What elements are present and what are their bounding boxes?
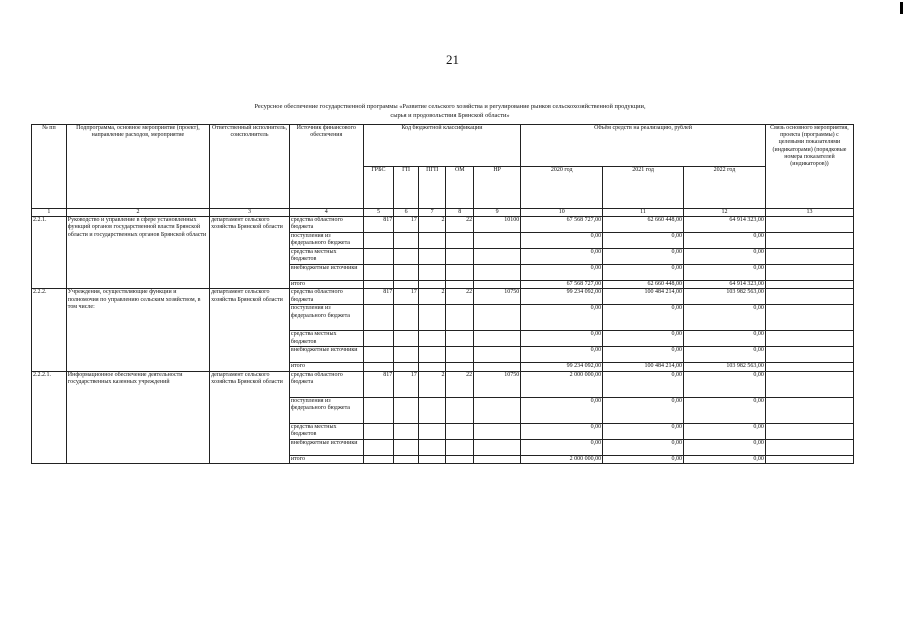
row-number: 2.2.2. bbox=[32, 289, 67, 371]
col-number: 11 bbox=[603, 209, 684, 217]
row-source: средства местных бюджетов bbox=[289, 331, 363, 347]
row-pgp bbox=[418, 455, 446, 463]
row-om: 22 bbox=[446, 217, 474, 233]
row-grbs bbox=[363, 249, 394, 265]
row-source: средства местных бюджетов bbox=[289, 423, 363, 439]
row-2022: 0,00 bbox=[683, 371, 765, 397]
row-2022: 0,00 bbox=[683, 439, 765, 455]
row-link bbox=[765, 331, 853, 347]
row-2022: 64 914 323,00 bbox=[683, 217, 765, 233]
row-source: итого bbox=[289, 363, 363, 371]
row-2021: 0,00 bbox=[603, 397, 684, 423]
table-row bbox=[32, 289, 854, 305]
row-2022: 0,00 bbox=[683, 455, 765, 463]
row-2021: 0,00 bbox=[603, 249, 684, 265]
header-2022: 2022 год bbox=[683, 167, 765, 209]
row-grbs bbox=[363, 331, 394, 347]
row-gp bbox=[394, 439, 419, 455]
row-pgp bbox=[418, 439, 446, 455]
row-2020: 67 568 727,00 bbox=[521, 281, 603, 289]
row-om bbox=[446, 249, 474, 265]
row-om bbox=[446, 281, 474, 289]
row-om bbox=[446, 439, 474, 455]
row-2021: 0,00 bbox=[603, 265, 684, 281]
column-number-row bbox=[32, 209, 854, 217]
row-2022: 0,00 bbox=[683, 423, 765, 439]
header-subprogram: Подпрограмма, основное мероприятие (проект), направление расходов, мероприятие bbox=[66, 125, 209, 209]
row-pgp bbox=[418, 363, 446, 371]
row-2021: 62 660 448,00 bbox=[603, 217, 684, 233]
row-number: 2.2.2.1. bbox=[32, 371, 67, 463]
row-grbs bbox=[363, 439, 394, 455]
row-grbs bbox=[363, 305, 394, 331]
row-source: внебюджетные источники bbox=[289, 347, 363, 363]
row-2022: 64 914 323,00 bbox=[683, 281, 765, 289]
row-gp bbox=[394, 347, 419, 363]
row-pgp bbox=[418, 233, 446, 249]
row-gp bbox=[394, 363, 419, 371]
col-number: 9 bbox=[474, 209, 521, 217]
row-om: 22 bbox=[446, 289, 474, 305]
row-responsible: департамент сельского хозяйства Брянской области bbox=[210, 217, 290, 289]
row-gp bbox=[394, 397, 419, 423]
row-om bbox=[446, 331, 474, 347]
caption-line-2: сырья и продовольствия Брянской области» bbox=[390, 111, 510, 119]
resource-table bbox=[31, 124, 854, 464]
row-2020: 67 568 727,00 bbox=[521, 217, 603, 233]
row-om bbox=[446, 233, 474, 249]
row-2021: 0,00 bbox=[603, 233, 684, 249]
col-number: 3 bbox=[210, 209, 290, 217]
row-gp: 17 bbox=[394, 371, 419, 397]
col-number: 2 bbox=[66, 209, 209, 217]
row-responsible: департамент сельского хозяйства Брянской области bbox=[210, 371, 290, 463]
row-source: внебюджетные источники bbox=[289, 439, 363, 455]
row-2020: 0,00 bbox=[521, 439, 603, 455]
row-pgp: 2 bbox=[418, 371, 446, 397]
row-ir: 10750 bbox=[474, 289, 521, 305]
row-pgp bbox=[418, 265, 446, 281]
table-row bbox=[32, 217, 854, 233]
row-om bbox=[446, 397, 474, 423]
row-grbs bbox=[363, 281, 394, 289]
col-number: 8 bbox=[446, 209, 474, 217]
row-om bbox=[446, 423, 474, 439]
row-number: 2.2.1. bbox=[32, 217, 67, 289]
row-2021: 0,00 bbox=[603, 439, 684, 455]
row-link bbox=[765, 281, 853, 289]
row-gp bbox=[394, 331, 419, 347]
row-link bbox=[765, 455, 853, 463]
row-ir bbox=[474, 423, 521, 439]
row-2022: 0,00 bbox=[683, 397, 765, 423]
caption-line-1: Ресурсное обеспечение государственной программы «Развитие сельского хозяйства и регулирование рынков сельскохозяйственной продукции, bbox=[254, 103, 646, 110]
row-source: средства областного бюджета bbox=[289, 217, 363, 233]
row-link bbox=[765, 217, 853, 233]
header-source: Источник финансового обеспечения bbox=[289, 125, 363, 209]
row-2020: 2 000 000,00 bbox=[521, 455, 603, 463]
row-grbs: 817 bbox=[363, 371, 394, 397]
row-subprogram-name: Учреждения, осуществляющие функции и полномочия по управлению сельским хозяйством, в том числе: bbox=[66, 289, 209, 371]
row-2020: 0,00 bbox=[521, 233, 603, 249]
row-ir bbox=[474, 363, 521, 371]
row-2020: 2 000 000,00 bbox=[521, 371, 603, 397]
row-source: поступления из федерального бюджета bbox=[289, 397, 363, 423]
row-2020: 0,00 bbox=[521, 423, 603, 439]
row-2022: 0,00 bbox=[683, 265, 765, 281]
header-volume: Объём средств на реализацию, рублей bbox=[521, 125, 766, 167]
header-om: ОМ bbox=[446, 167, 474, 209]
row-source: поступления из федерального бюджета bbox=[289, 233, 363, 249]
row-grbs bbox=[363, 455, 394, 463]
row-2021: 0,00 bbox=[603, 423, 684, 439]
row-pgp bbox=[418, 331, 446, 347]
row-gp bbox=[394, 455, 419, 463]
row-2022: 0,00 bbox=[683, 249, 765, 265]
row-gp: 17 bbox=[394, 289, 419, 305]
row-link bbox=[765, 347, 853, 363]
row-link bbox=[765, 397, 853, 423]
row-om: 22 bbox=[446, 371, 474, 397]
row-2020: 0,00 bbox=[521, 265, 603, 281]
row-pgp: 2 bbox=[418, 289, 446, 305]
row-2020: 0,00 bbox=[521, 397, 603, 423]
row-link bbox=[765, 423, 853, 439]
row-2022: 0,00 bbox=[683, 331, 765, 347]
row-ir bbox=[474, 265, 521, 281]
row-2022: 103 982 563,00 bbox=[683, 363, 765, 371]
col-number: 5 bbox=[363, 209, 394, 217]
row-ir bbox=[474, 281, 521, 289]
row-link bbox=[765, 233, 853, 249]
header-budget-code: Код бюджетной классификации bbox=[363, 125, 521, 167]
row-ir bbox=[474, 249, 521, 265]
row-grbs bbox=[363, 347, 394, 363]
row-om bbox=[446, 347, 474, 363]
row-grbs bbox=[363, 265, 394, 281]
table-row bbox=[32, 371, 854, 397]
row-pgp bbox=[418, 397, 446, 423]
row-source: внебюджетные источники bbox=[289, 265, 363, 281]
row-pgp bbox=[418, 347, 446, 363]
row-ir bbox=[474, 347, 521, 363]
row-gp bbox=[394, 265, 419, 281]
row-2021: 62 660 448,00 bbox=[603, 281, 684, 289]
row-2021: 0,00 bbox=[603, 371, 684, 397]
row-source: средства областного бюджета bbox=[289, 371, 363, 397]
row-ir bbox=[474, 233, 521, 249]
header-link: Связь основного мероприятия, проекта (программы) с целевыми показателями (индикаторами) (порядковые номера показателей (индикаторов)) bbox=[765, 125, 853, 209]
row-ir bbox=[474, 331, 521, 347]
row-ir bbox=[474, 305, 521, 331]
row-grbs: 817 bbox=[363, 289, 394, 305]
row-ir: 10100 bbox=[474, 217, 521, 233]
col-number: 4 bbox=[289, 209, 363, 217]
row-om bbox=[446, 363, 474, 371]
row-subprogram-name: Информационное обеспечение деятельности государственных казенных учреждений bbox=[66, 371, 209, 463]
row-ir bbox=[474, 455, 521, 463]
row-link bbox=[765, 439, 853, 455]
row-2021: 0,00 bbox=[603, 331, 684, 347]
row-pgp bbox=[418, 249, 446, 265]
row-source: итого bbox=[289, 281, 363, 289]
row-gp bbox=[394, 281, 419, 289]
col-number: 1 bbox=[32, 209, 67, 217]
row-2020: 99 234 092,00 bbox=[521, 289, 603, 305]
row-2020: 0,00 bbox=[521, 331, 603, 347]
col-number: 12 bbox=[683, 209, 765, 217]
col-number: 10 bbox=[521, 209, 603, 217]
row-2022: 0,00 bbox=[683, 305, 765, 331]
row-gp: 17 bbox=[394, 217, 419, 233]
header-2021: 2021 год bbox=[603, 167, 684, 209]
row-2021: 100 484 214,00 bbox=[603, 363, 684, 371]
row-pgp bbox=[418, 305, 446, 331]
row-ir bbox=[474, 397, 521, 423]
col-number: 6 bbox=[394, 209, 419, 217]
row-2022: 103 982 563,00 bbox=[683, 289, 765, 305]
row-grbs bbox=[363, 423, 394, 439]
row-grbs bbox=[363, 363, 394, 371]
header-grbs: ГРБС bbox=[363, 167, 394, 209]
page-number: 21 bbox=[446, 52, 459, 67]
row-responsible: департамент сельского хозяйства Брянской области bbox=[210, 289, 290, 371]
col-number: 13 bbox=[765, 209, 853, 217]
row-gp bbox=[394, 423, 419, 439]
row-link bbox=[765, 265, 853, 281]
row-2020: 0,00 bbox=[521, 347, 603, 363]
row-grbs: 817 bbox=[363, 217, 394, 233]
row-om bbox=[446, 265, 474, 281]
row-pgp: 2 bbox=[418, 217, 446, 233]
row-2021: 0,00 bbox=[603, 347, 684, 363]
row-2020: 0,00 bbox=[521, 249, 603, 265]
row-grbs bbox=[363, 233, 394, 249]
row-grbs bbox=[363, 397, 394, 423]
row-link bbox=[765, 289, 853, 305]
scan-edge-mark bbox=[900, 2, 903, 14]
row-source: средства областного бюджета bbox=[289, 289, 363, 305]
row-pgp bbox=[418, 423, 446, 439]
header-ir: НР bbox=[474, 167, 521, 209]
row-link bbox=[765, 371, 853, 397]
header-num: № пп bbox=[32, 125, 67, 209]
row-2021: 0,00 bbox=[603, 455, 684, 463]
table-caption bbox=[140, 103, 760, 120]
row-2022: 0,00 bbox=[683, 233, 765, 249]
row-gp bbox=[394, 305, 419, 331]
row-ir bbox=[474, 439, 521, 455]
row-2020: 0,00 bbox=[521, 305, 603, 331]
header-gp: ГП bbox=[394, 167, 419, 209]
row-gp bbox=[394, 233, 419, 249]
row-source: средства местных бюджетов bbox=[289, 249, 363, 265]
row-source: поступления из федерального бюджета bbox=[289, 305, 363, 331]
row-subprogram-name: Руководство и управление в сфере установленных функций органов государственной власти Брянской области и государственных органов Брянской области bbox=[66, 217, 209, 289]
row-ir: 10750 bbox=[474, 371, 521, 397]
row-2020: 99 234 092,00 bbox=[521, 363, 603, 371]
row-source: итого bbox=[289, 455, 363, 463]
row-om bbox=[446, 305, 474, 331]
row-gp bbox=[394, 249, 419, 265]
row-link bbox=[765, 363, 853, 371]
row-2022: 0,00 bbox=[683, 347, 765, 363]
header-2020: 2020 год bbox=[521, 167, 603, 209]
row-link bbox=[765, 249, 853, 265]
row-2021: 100 484 214,00 bbox=[603, 289, 684, 305]
header-pgp: ПГП bbox=[418, 167, 446, 209]
row-2021: 0,00 bbox=[603, 305, 684, 331]
row-om bbox=[446, 455, 474, 463]
header-responsible: Ответственный исполнитель, соисполнитель bbox=[210, 125, 290, 209]
col-number: 7 bbox=[418, 209, 446, 217]
row-pgp bbox=[418, 281, 446, 289]
row-link bbox=[765, 305, 853, 331]
table-body bbox=[32, 217, 854, 464]
